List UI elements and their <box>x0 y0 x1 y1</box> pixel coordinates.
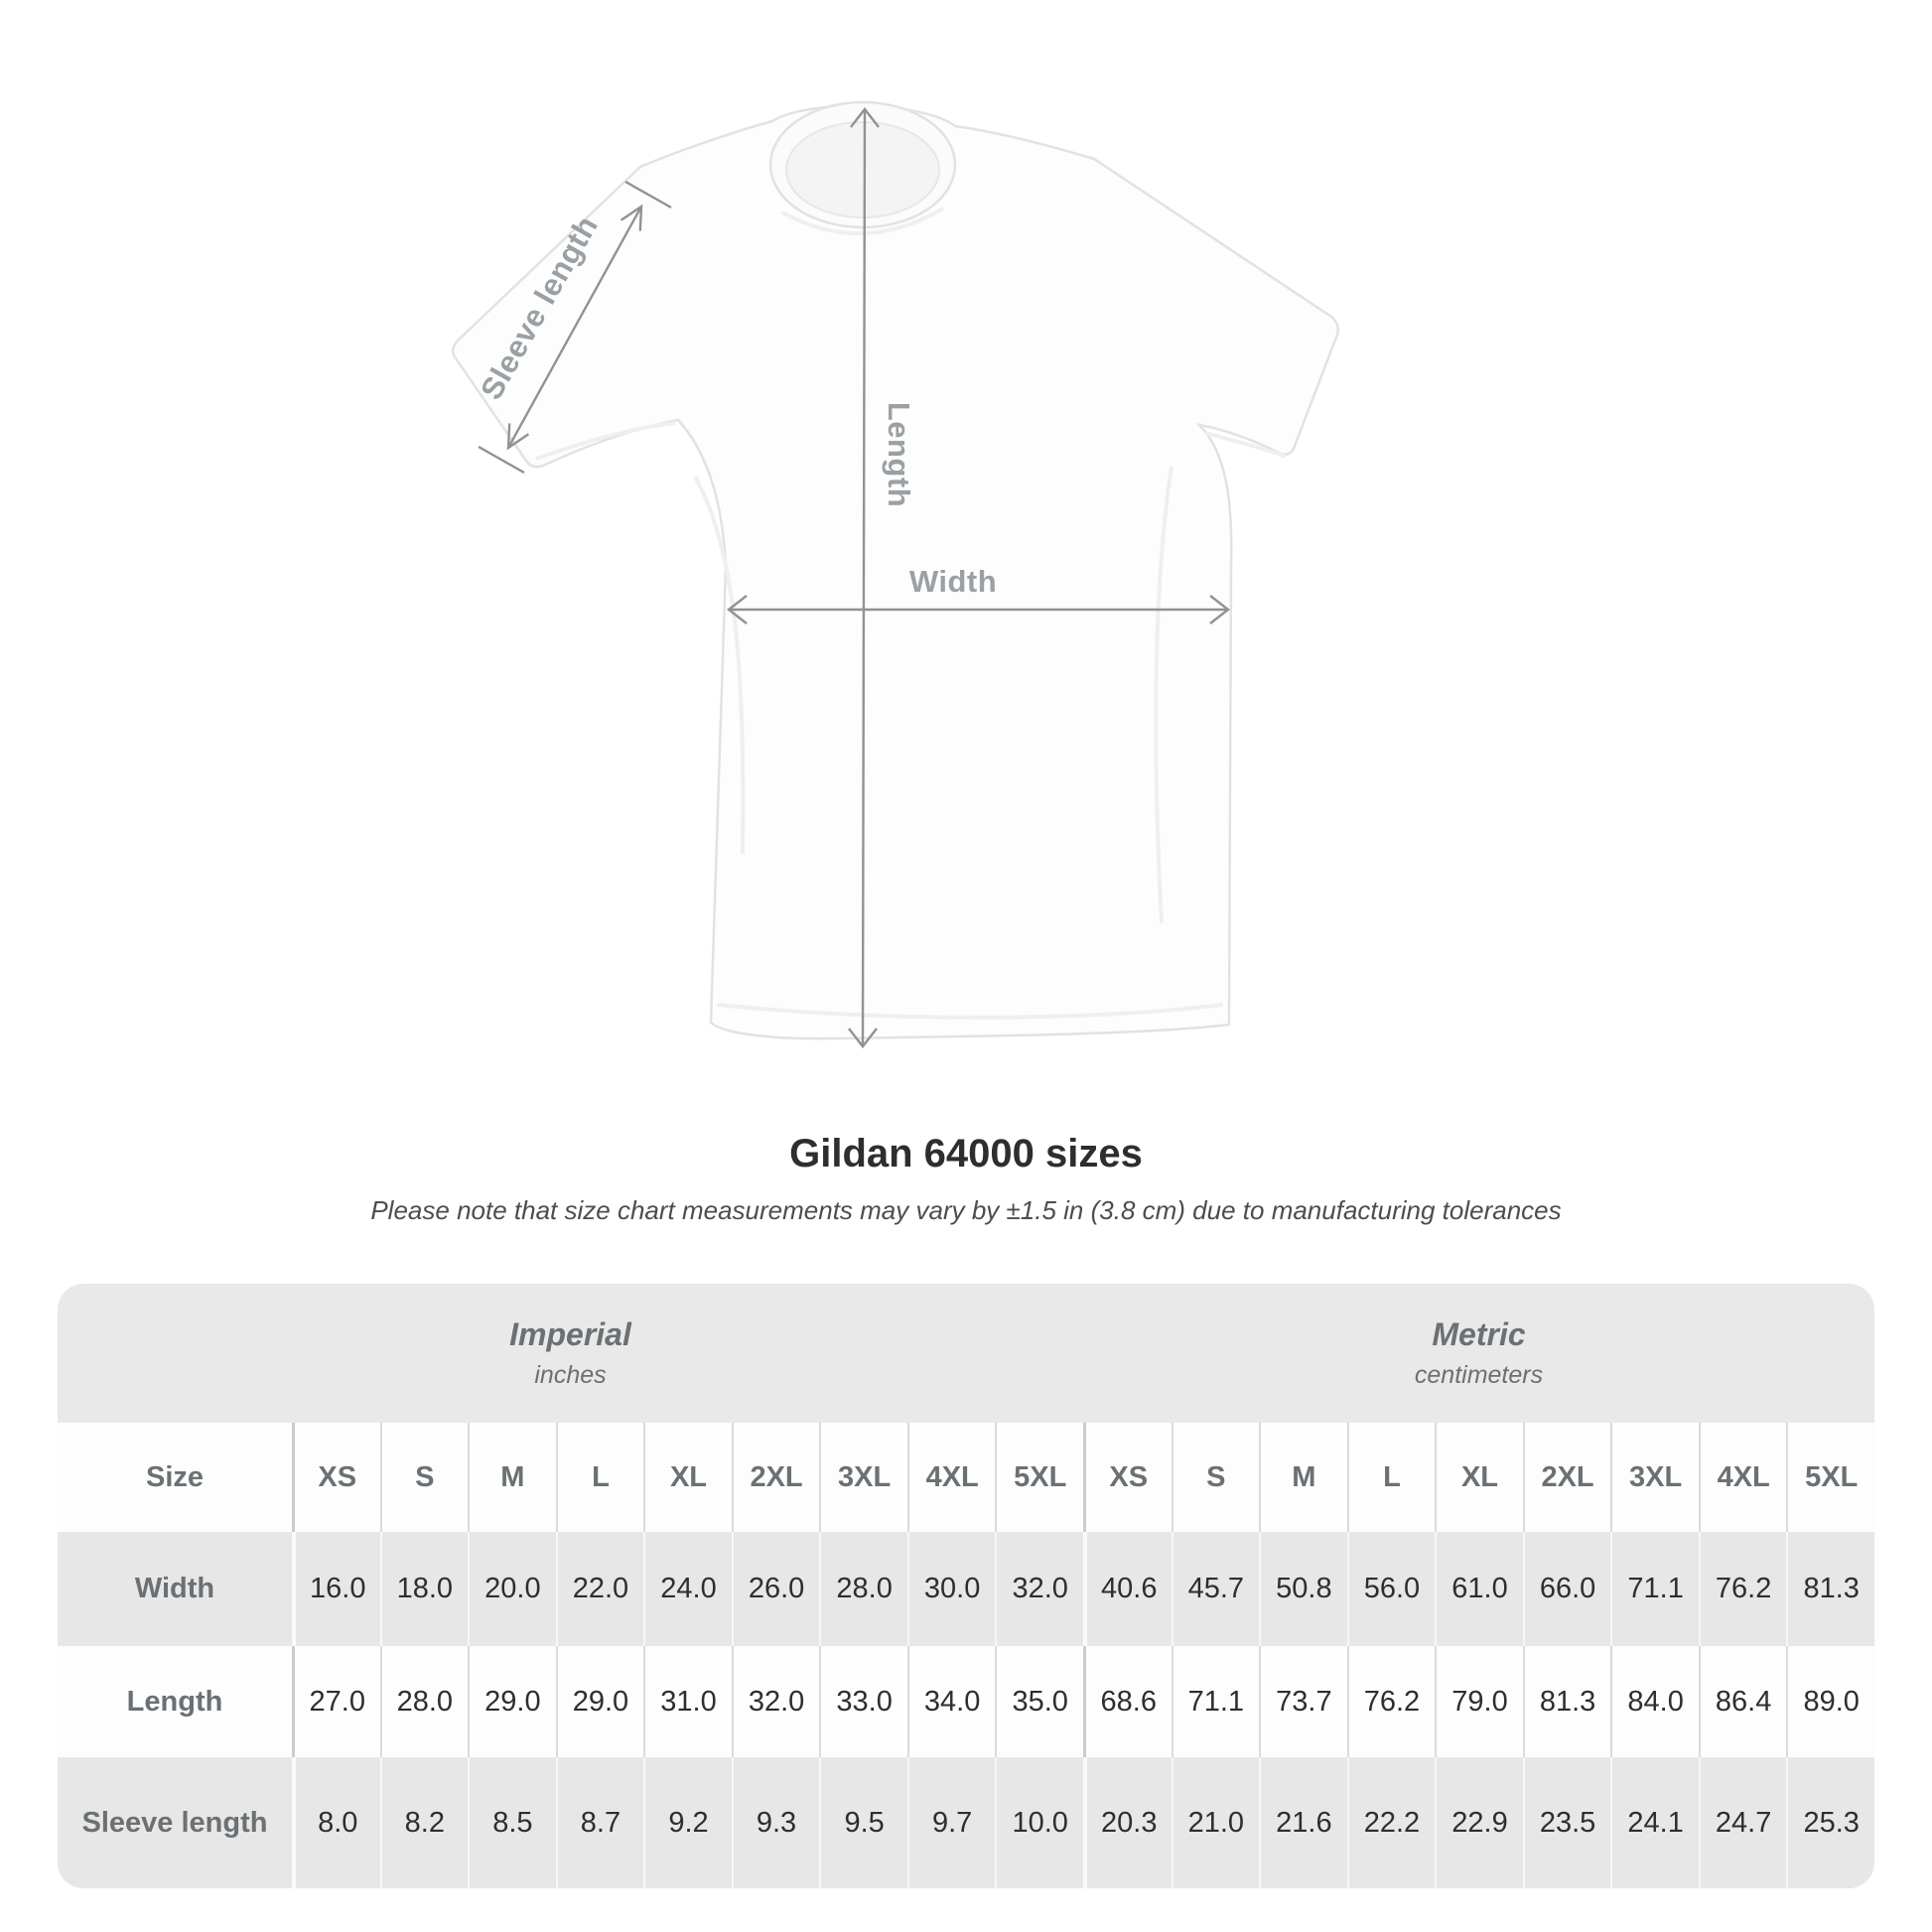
imperial-value-cell: 20.0 <box>468 1532 556 1646</box>
metric-value-cell: 89.0 <box>1786 1646 1874 1757</box>
imperial-value-cell: 29.0 <box>468 1646 556 1757</box>
metric-size-header: 5XL <box>1786 1423 1874 1532</box>
imperial-group-header <box>58 1284 1083 1423</box>
metric-value-cell: 23.5 <box>1523 1757 1611 1888</box>
metric-value-cell: 21.6 <box>1259 1757 1347 1888</box>
metric-value-cell: 76.2 <box>1347 1646 1436 1757</box>
imperial-size-header: 5XL <box>995 1423 1083 1532</box>
imperial-value-cell: 32.0 <box>732 1646 820 1757</box>
metric-label: Metric <box>1432 1316 1526 1352</box>
imperial-value-cell: 28.0 <box>819 1532 907 1646</box>
size-header-cell: Size <box>58 1423 292 1532</box>
metric-value-cell: 22.9 <box>1435 1757 1523 1888</box>
imperial-value-cell: 29.0 <box>556 1646 644 1757</box>
metric-value-cell: 76.2 <box>1699 1532 1787 1646</box>
metric-value-cell: 24.1 <box>1610 1757 1699 1888</box>
imperial-size-header: M <box>468 1423 556 1532</box>
size-table-card <box>58 1284 1874 1888</box>
metric-value-cell: 66.0 <box>1523 1532 1611 1646</box>
metric-value-cell: 50.8 <box>1259 1532 1347 1646</box>
sleeve-length-label: Sleeve length <box>473 209 606 406</box>
row-label: Width <box>58 1532 292 1646</box>
imperial-value-cell: 8.2 <box>380 1757 469 1888</box>
imperial-value-cell: 30.0 <box>907 1532 996 1646</box>
metric-value-cell: 40.6 <box>1083 1532 1172 1646</box>
imperial-label: Imperial <box>509 1316 631 1352</box>
imperial-value-cell: 9.7 <box>907 1757 996 1888</box>
metric-value-cell: 81.3 <box>1786 1532 1874 1646</box>
metric-value-cell: 71.1 <box>1610 1532 1699 1646</box>
metric-value-cell: 21.0 <box>1172 1757 1260 1888</box>
metric-value-cell: 79.0 <box>1435 1646 1523 1757</box>
metric-group-header <box>1083 1284 1874 1423</box>
imperial-value-cell: 9.2 <box>643 1757 732 1888</box>
metric-size-header: XS <box>1083 1423 1172 1532</box>
imperial-size-header: XL <box>643 1423 732 1532</box>
imperial-size-header: L <box>556 1423 644 1532</box>
metric-value-cell: 71.1 <box>1172 1646 1260 1757</box>
size-table <box>58 1284 1874 1888</box>
metric-value-cell: 22.2 <box>1347 1757 1436 1888</box>
metric-value-cell: 84.0 <box>1610 1646 1699 1757</box>
metric-size-header: S <box>1172 1423 1260 1532</box>
metric-value-cell: 81.3 <box>1523 1646 1611 1757</box>
metric-size-header: 4XL <box>1699 1423 1787 1532</box>
metric-size-header: M <box>1259 1423 1347 1532</box>
imperial-value-cell: 9.5 <box>819 1757 907 1888</box>
metric-value-cell: 56.0 <box>1347 1532 1436 1646</box>
imperial-value-cell: 32.0 <box>995 1532 1083 1646</box>
imperial-size-header: 4XL <box>907 1423 996 1532</box>
imperial-value-cell: 8.7 <box>556 1757 644 1888</box>
imperial-unit: inches <box>534 1361 607 1389</box>
row-label: Sleeve length <box>58 1757 292 1888</box>
metric-value-cell: 86.4 <box>1699 1646 1787 1757</box>
imperial-value-cell: 28.0 <box>380 1646 469 1757</box>
row-label: Length <box>58 1646 292 1757</box>
imperial-value-cell: 24.0 <box>643 1532 732 1646</box>
metric-size-header: L <box>1347 1423 1436 1532</box>
imperial-value-cell: 10.0 <box>995 1757 1083 1888</box>
metric-value-cell: 68.6 <box>1083 1646 1172 1757</box>
metric-size-header: 3XL <box>1610 1423 1699 1532</box>
width-label: Width <box>908 564 998 599</box>
tolerance-note: Please note that size chart measurements may vary by ±1.5 in (3.8 cm) due to manufacturing tolerances <box>370 1195 1562 1225</box>
imperial-value-cell: 8.0 <box>292 1757 380 1888</box>
metric-size-header: 2XL <box>1523 1423 1611 1532</box>
imperial-value-cell: 33.0 <box>819 1646 907 1757</box>
imperial-size-header: 3XL <box>819 1423 907 1532</box>
imperial-value-cell: 8.5 <box>468 1757 556 1888</box>
imperial-size-header: XS <box>292 1423 380 1532</box>
page-title: Gildan 64000 sizes <box>789 1132 1143 1175</box>
metric-size-header: XL <box>1435 1423 1523 1532</box>
imperial-value-cell: 31.0 <box>643 1646 732 1757</box>
imperial-value-cell: 35.0 <box>995 1646 1083 1757</box>
length-label: Length <box>881 401 916 508</box>
metric-value-cell: 24.7 <box>1699 1757 1787 1888</box>
imperial-value-cell: 26.0 <box>732 1532 820 1646</box>
metric-value-cell: 20.3 <box>1083 1757 1172 1888</box>
imperial-value-cell: 9.3 <box>732 1757 820 1888</box>
imperial-size-header: S <box>380 1423 469 1532</box>
imperial-value-cell: 16.0 <box>292 1532 380 1646</box>
metric-value-cell: 61.0 <box>1435 1532 1523 1646</box>
metric-value-cell: 73.7 <box>1259 1646 1347 1757</box>
metric-unit: centimeters <box>1414 1361 1544 1389</box>
imperial-value-cell: 34.0 <box>907 1646 996 1757</box>
imperial-value-cell: 18.0 <box>380 1532 469 1646</box>
imperial-size-header: 2XL <box>732 1423 820 1532</box>
metric-value-cell: 25.3 <box>1786 1757 1874 1888</box>
metric-value-cell: 45.7 <box>1172 1532 1260 1646</box>
imperial-value-cell: 27.0 <box>292 1646 380 1757</box>
imperial-value-cell: 22.0 <box>556 1532 644 1646</box>
